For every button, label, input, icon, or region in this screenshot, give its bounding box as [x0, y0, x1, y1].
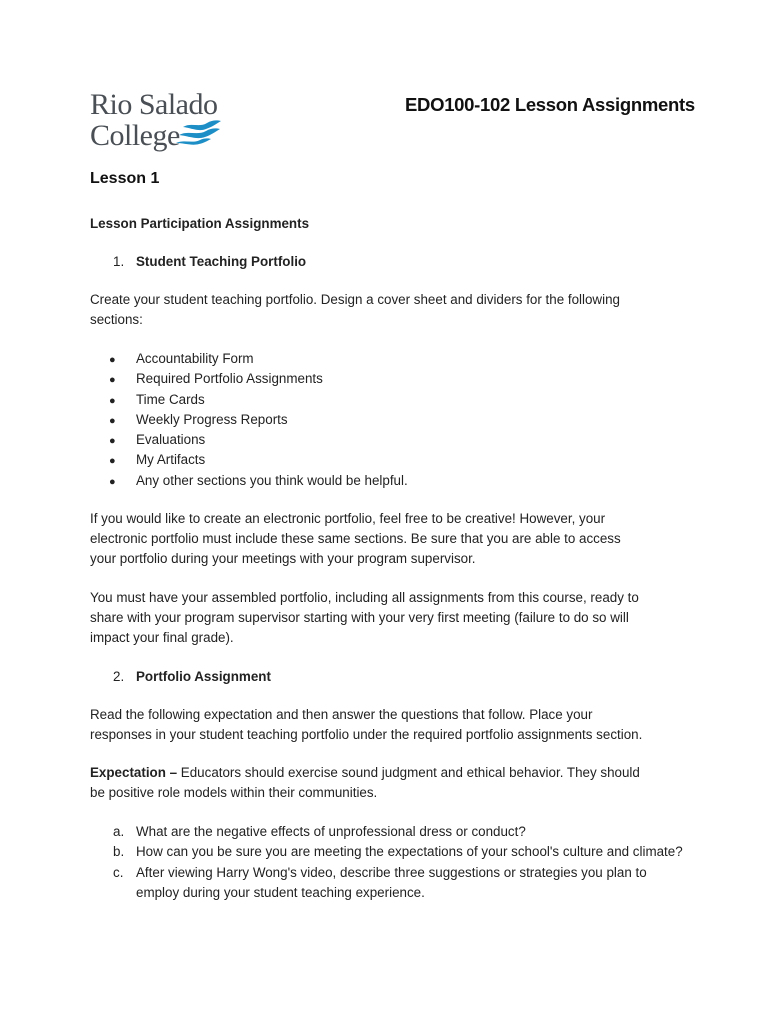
list-item: ● Evaluations	[109, 430, 408, 450]
list-item	[113, 863, 686, 904]
assignment-1-title: Student Teaching Portfolio	[136, 254, 307, 269]
list-item: ● Time Cards	[109, 390, 408, 410]
bullet-icon: ●	[109, 414, 116, 427]
logo-text-line2: College	[90, 119, 180, 152]
assignment-2-title: Portfolio Assignment	[136, 669, 271, 684]
list-item: ● Weekly Progress Reports	[109, 410, 408, 430]
assignment-2-intro-line1: Read the following expectation and then answer the questions that follow. Place your	[90, 707, 593, 722]
questions-list	[113, 822, 686, 903]
assignment-1-number: 1.	[113, 254, 125, 269]
assignment-1-heading	[113, 252, 306, 272]
question-text: How can you be sure you are meeting the expectations of your school's culture and climate?	[136, 844, 683, 860]
list-item	[113, 822, 686, 842]
expectation-line1	[90, 763, 690, 783]
expectation-label: Expectation –	[90, 765, 178, 780]
list-item: ● Required Portfolio Assignments	[109, 369, 408, 389]
electronic-portfolio-line2: electronic portfolio must include these same sections. Be sure that you are able to access	[90, 531, 621, 546]
list-item: ● My Artifacts	[109, 450, 408, 470]
college-logo	[90, 90, 230, 156]
question-letter: b.	[113, 844, 125, 860]
bullet-icon: ●	[109, 374, 116, 387]
expectation-line2: be positive role models within their communities.	[90, 785, 378, 800]
section-title: Lesson Participation Assignments	[90, 216, 310, 231]
list-item: ● Any other sections you think would be helpful.	[109, 471, 408, 491]
logo-text-line1: Rio Salado	[90, 88, 218, 121]
bullet-icon: ●	[109, 475, 116, 488]
question-letter: a.	[113, 824, 125, 839]
bullet-icon: ●	[109, 455, 116, 468]
assembled-portfolio-line1: You must have your assembled portfolio, including all assignments from this course, ready to	[90, 590, 639, 605]
assignment-2-heading	[113, 667, 271, 687]
question-text: What are the negative effects of unprofessional dress or conduct?	[136, 824, 526, 839]
electronic-portfolio-line3: your portfolio during your meetings with your program supervisor.	[90, 551, 476, 566]
assignment-1-intro-line1: Create your student teaching portfolio. Design a cover sheet and dividers for the following	[90, 292, 620, 307]
list-item: ● Accountability Form	[109, 349, 408, 369]
assignment-2-number: 2.	[113, 669, 125, 684]
electronic-portfolio-line1: If you would like to create an electronic portfolio, feel free to be creative! However, your	[90, 511, 606, 526]
assembled-portfolio-line2: share with your program supervisor starting with your very first meeting (failure to do so will	[90, 610, 629, 625]
assignment-2-intro-line2: responses in your student teaching portfolio under the required portfolio assignments section.	[90, 727, 643, 742]
question-letter: c.	[113, 864, 124, 880]
portfolio-sections-list	[109, 349, 408, 491]
question-text: After viewing Harry Wong's video, describe three suggestions or strategies you plan to employ during your student teaching experience.	[136, 864, 647, 900]
list-item	[113, 842, 686, 862]
bullet-icon: ●	[109, 354, 116, 366]
logo-waves-icon	[175, 118, 223, 146]
document-title: EDO100-102 Lesson Assignments	[405, 94, 695, 115]
assembled-portfolio-line3: impact your final grade).	[90, 630, 234, 645]
lesson-heading: Lesson 1	[90, 170, 160, 187]
bullet-icon: ●	[109, 394, 116, 407]
expectation-text: Educators should exercise sound judgment and ethical behavior. They should	[177, 765, 640, 780]
bullet-icon: ●	[109, 435, 116, 448]
assignment-1-intro-line2: sections:	[90, 312, 143, 327]
